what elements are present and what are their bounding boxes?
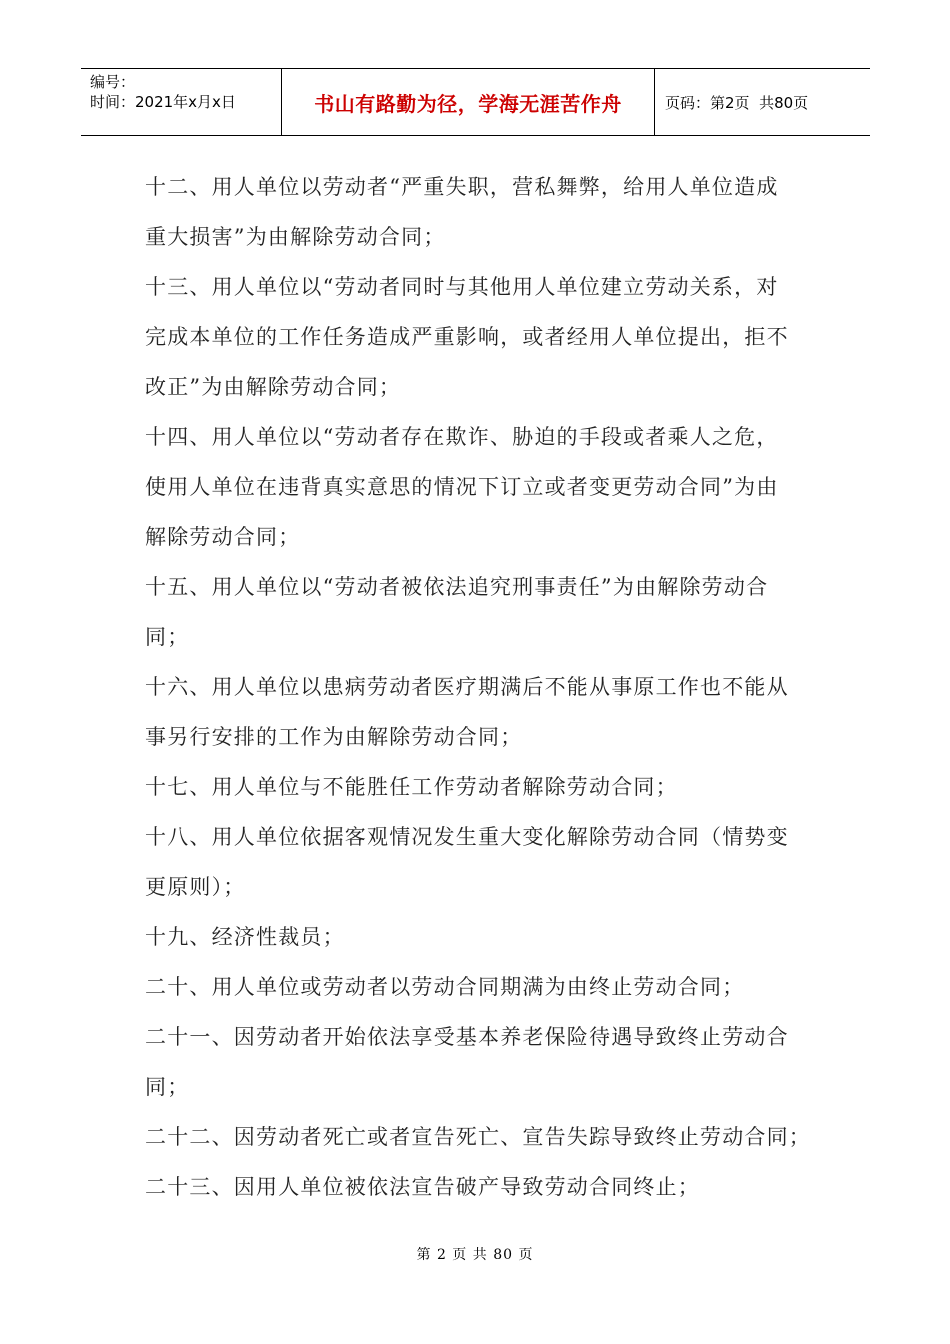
page-footer <box>0 1244 950 1264</box>
body-line: 十八、用人单位依据客观情况发生重大变化解除劳动合同（情势变 <box>145 825 789 849</box>
body-line: 十五、用人单位以“劳动者被依法追究刑事责任”为由解除劳动合 <box>145 575 769 599</box>
body-line: 十六、用人单位以患病劳动者医疗期满后不能从事原工作也不能从 <box>145 675 789 699</box>
body-line: 十七、用人单位与不能胜任工作劳动者解除劳动合同； <box>145 775 678 799</box>
body-line: 十二、用人单位以劳动者“严重失职，营私舞弊，给用人单位造成 <box>145 175 779 199</box>
body-line: 二十三、因用人单位被依法宣告破产导致劳动合同终止； <box>145 1175 700 1199</box>
document-body <box>145 162 811 1212</box>
body-line: 改正”为由解除劳动合同； <box>145 375 402 399</box>
body-line: 使用人单位在违背真实意思的情况下订立或者变更劳动合同”为由 <box>145 475 779 499</box>
body-line: 十三、用人单位以“劳动者同时与其他用人单位建立劳动关系，对 <box>145 275 779 299</box>
body-line: 事另行安排的工作为由解除劳动合同； <box>145 725 523 749</box>
body-line: 二十、用人单位或劳动者以劳动合同期满为由终止劳动合同； <box>145 975 745 999</box>
body-line: 同； <box>145 1075 190 1099</box>
document-header <box>81 68 870 136</box>
footer-page-number: 第 2 页 共 80 页 <box>416 1247 534 1263</box>
header-motto-cell <box>282 69 655 135</box>
header-page-cell <box>655 69 870 135</box>
body-line: 重大损害”为由解除劳动合同； <box>145 225 446 249</box>
body-line: 十四、用人单位以“劳动者存在欺诈、胁迫的手段或者乘人之危， <box>145 425 779 449</box>
page-info: 页码：第2页 共80页 <box>665 93 809 112</box>
body-line: 同； <box>145 625 190 649</box>
body-line: 解除劳动合同； <box>145 525 301 549</box>
number-label: 编号： <box>90 73 136 91</box>
motto-text: 书山有路勤为径，学海无涯苦作舟 <box>314 91 622 116</box>
body-line: 完成本单位的工作任务造成严重影响，或者经用人单位提出，拒不 <box>145 325 789 349</box>
time-label: 时间：2021年x月x日 <box>90 93 236 111</box>
header-meta-cell <box>81 69 282 135</box>
body-line: 二十二、因劳动者死亡或者宣告死亡、宣告失踪导致终止劳动合同； <box>145 1125 811 1149</box>
body-line: 更原则）； <box>145 875 246 899</box>
body-line: 十九、经济性裁员； <box>145 925 345 949</box>
body-line: 二十一、因劳动者开始依法享受基本养老保险待遇导致终止劳动合 <box>145 1025 789 1049</box>
